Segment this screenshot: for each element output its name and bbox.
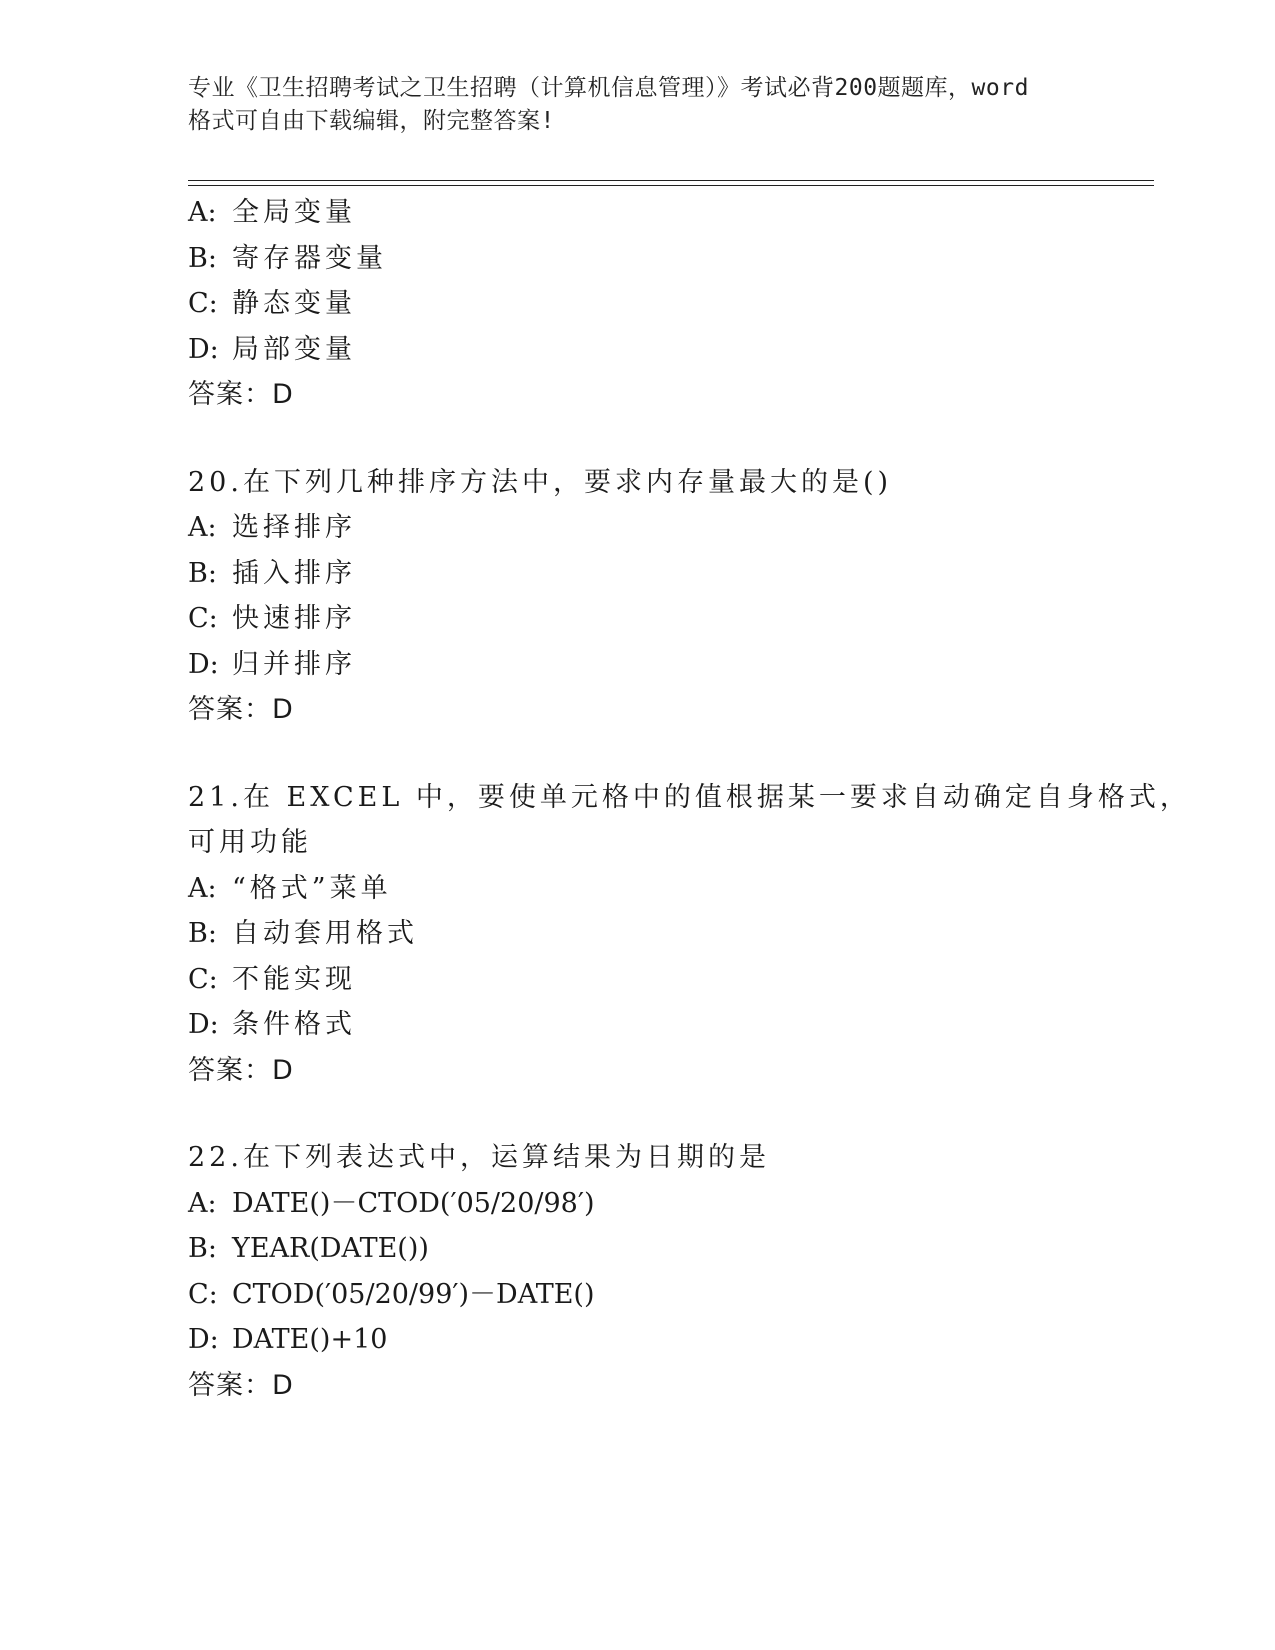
option-text: 归并排序 [232,648,356,680]
header-divider-top [188,180,1154,181]
option-text: 条件格式 [232,1009,356,1040]
option-a [188,190,1148,236]
question-list [188,190,1191,1408]
option-d [188,642,1148,688]
option-text: 局部变量 [232,333,356,365]
option-c [188,596,1148,642]
option-label: D: [188,1009,219,1040]
option-text: DATE()－CTOD(′05/20/98′) [232,1187,595,1219]
option-b [188,236,1148,282]
question-text: 22.在下列表达式中，运算结果为日期的是 [188,1142,770,1173]
option-text: 选择排序 [232,512,356,543]
option-b [188,911,1148,957]
spacer [188,733,1148,775]
answer-line: 答案：D [188,694,294,725]
option-d [188,1002,1148,1048]
option-label: C: [188,288,218,319]
question-text-line-1: 21.在 EXCEL 中，要使单元格中的值根据某一要求自动确定自身格式， [188,781,1191,813]
option-text: DATE()+10 [232,1324,388,1355]
option-text: 静态变量 [232,288,356,319]
option-label: D: [188,333,219,365]
spacer [188,1093,1148,1135]
option-a [188,866,1148,912]
option-label: B: [188,242,217,274]
option-label: C: [188,603,218,634]
option-a [188,1181,1148,1227]
option-label: A: [188,197,217,228]
header-line-2: 格式可自由下载编辑，附完整答案! [188,108,555,134]
document-header [188,72,1108,138]
question-block [188,460,1148,733]
answer-line: 答案：D [188,379,294,410]
option-d [188,327,1148,373]
option-text: 快速排序 [232,603,356,634]
option-b [188,551,1148,597]
option-text: 寄存器变量 [232,242,387,274]
answer-line: 答案：D [188,1369,294,1401]
option-text: YEAR(DATE()) [232,1233,429,1264]
option-c [188,957,1148,1003]
header-divider-bottom [188,185,1154,186]
header-line-1: 专业《卫生招聘考试之卫生招聘（计算机信息管理）》考试必背200题题库，word [188,75,1029,101]
option-label: B: [188,1233,217,1264]
option-label: C: [188,963,218,995]
answer-line: 答案：D [188,1054,294,1086]
option-label: C: [188,1278,218,1310]
option-text: 自动套用格式 [232,918,418,949]
option-b [188,1226,1148,1272]
question-text-line-2: 可用功能 [188,827,312,858]
option-label: A: [188,512,217,543]
option-text: CTOD(′05/20/99′)－DATE() [232,1278,595,1310]
option-text: 不能实现 [232,963,356,995]
option-label: B: [188,557,217,589]
option-c [188,1272,1148,1318]
option-c [188,281,1148,327]
question-block [188,190,1148,418]
option-d [188,1317,1148,1363]
option-text: 插入排序 [232,557,356,589]
option-label: D: [188,648,219,680]
option-a [188,505,1148,551]
option-text: 全局变量 [232,197,356,228]
option-text: “格式”菜单 [232,872,392,904]
question-text: 20.在下列几种排序方法中，要求内存量最大的是() [188,466,893,498]
option-label: A: [188,872,217,904]
option-label: D: [188,1324,219,1355]
question-block [188,775,1191,1094]
spacer [188,418,1148,460]
question-block [188,1135,1148,1408]
option-label: B: [188,918,217,949]
option-label: A: [188,1187,217,1219]
